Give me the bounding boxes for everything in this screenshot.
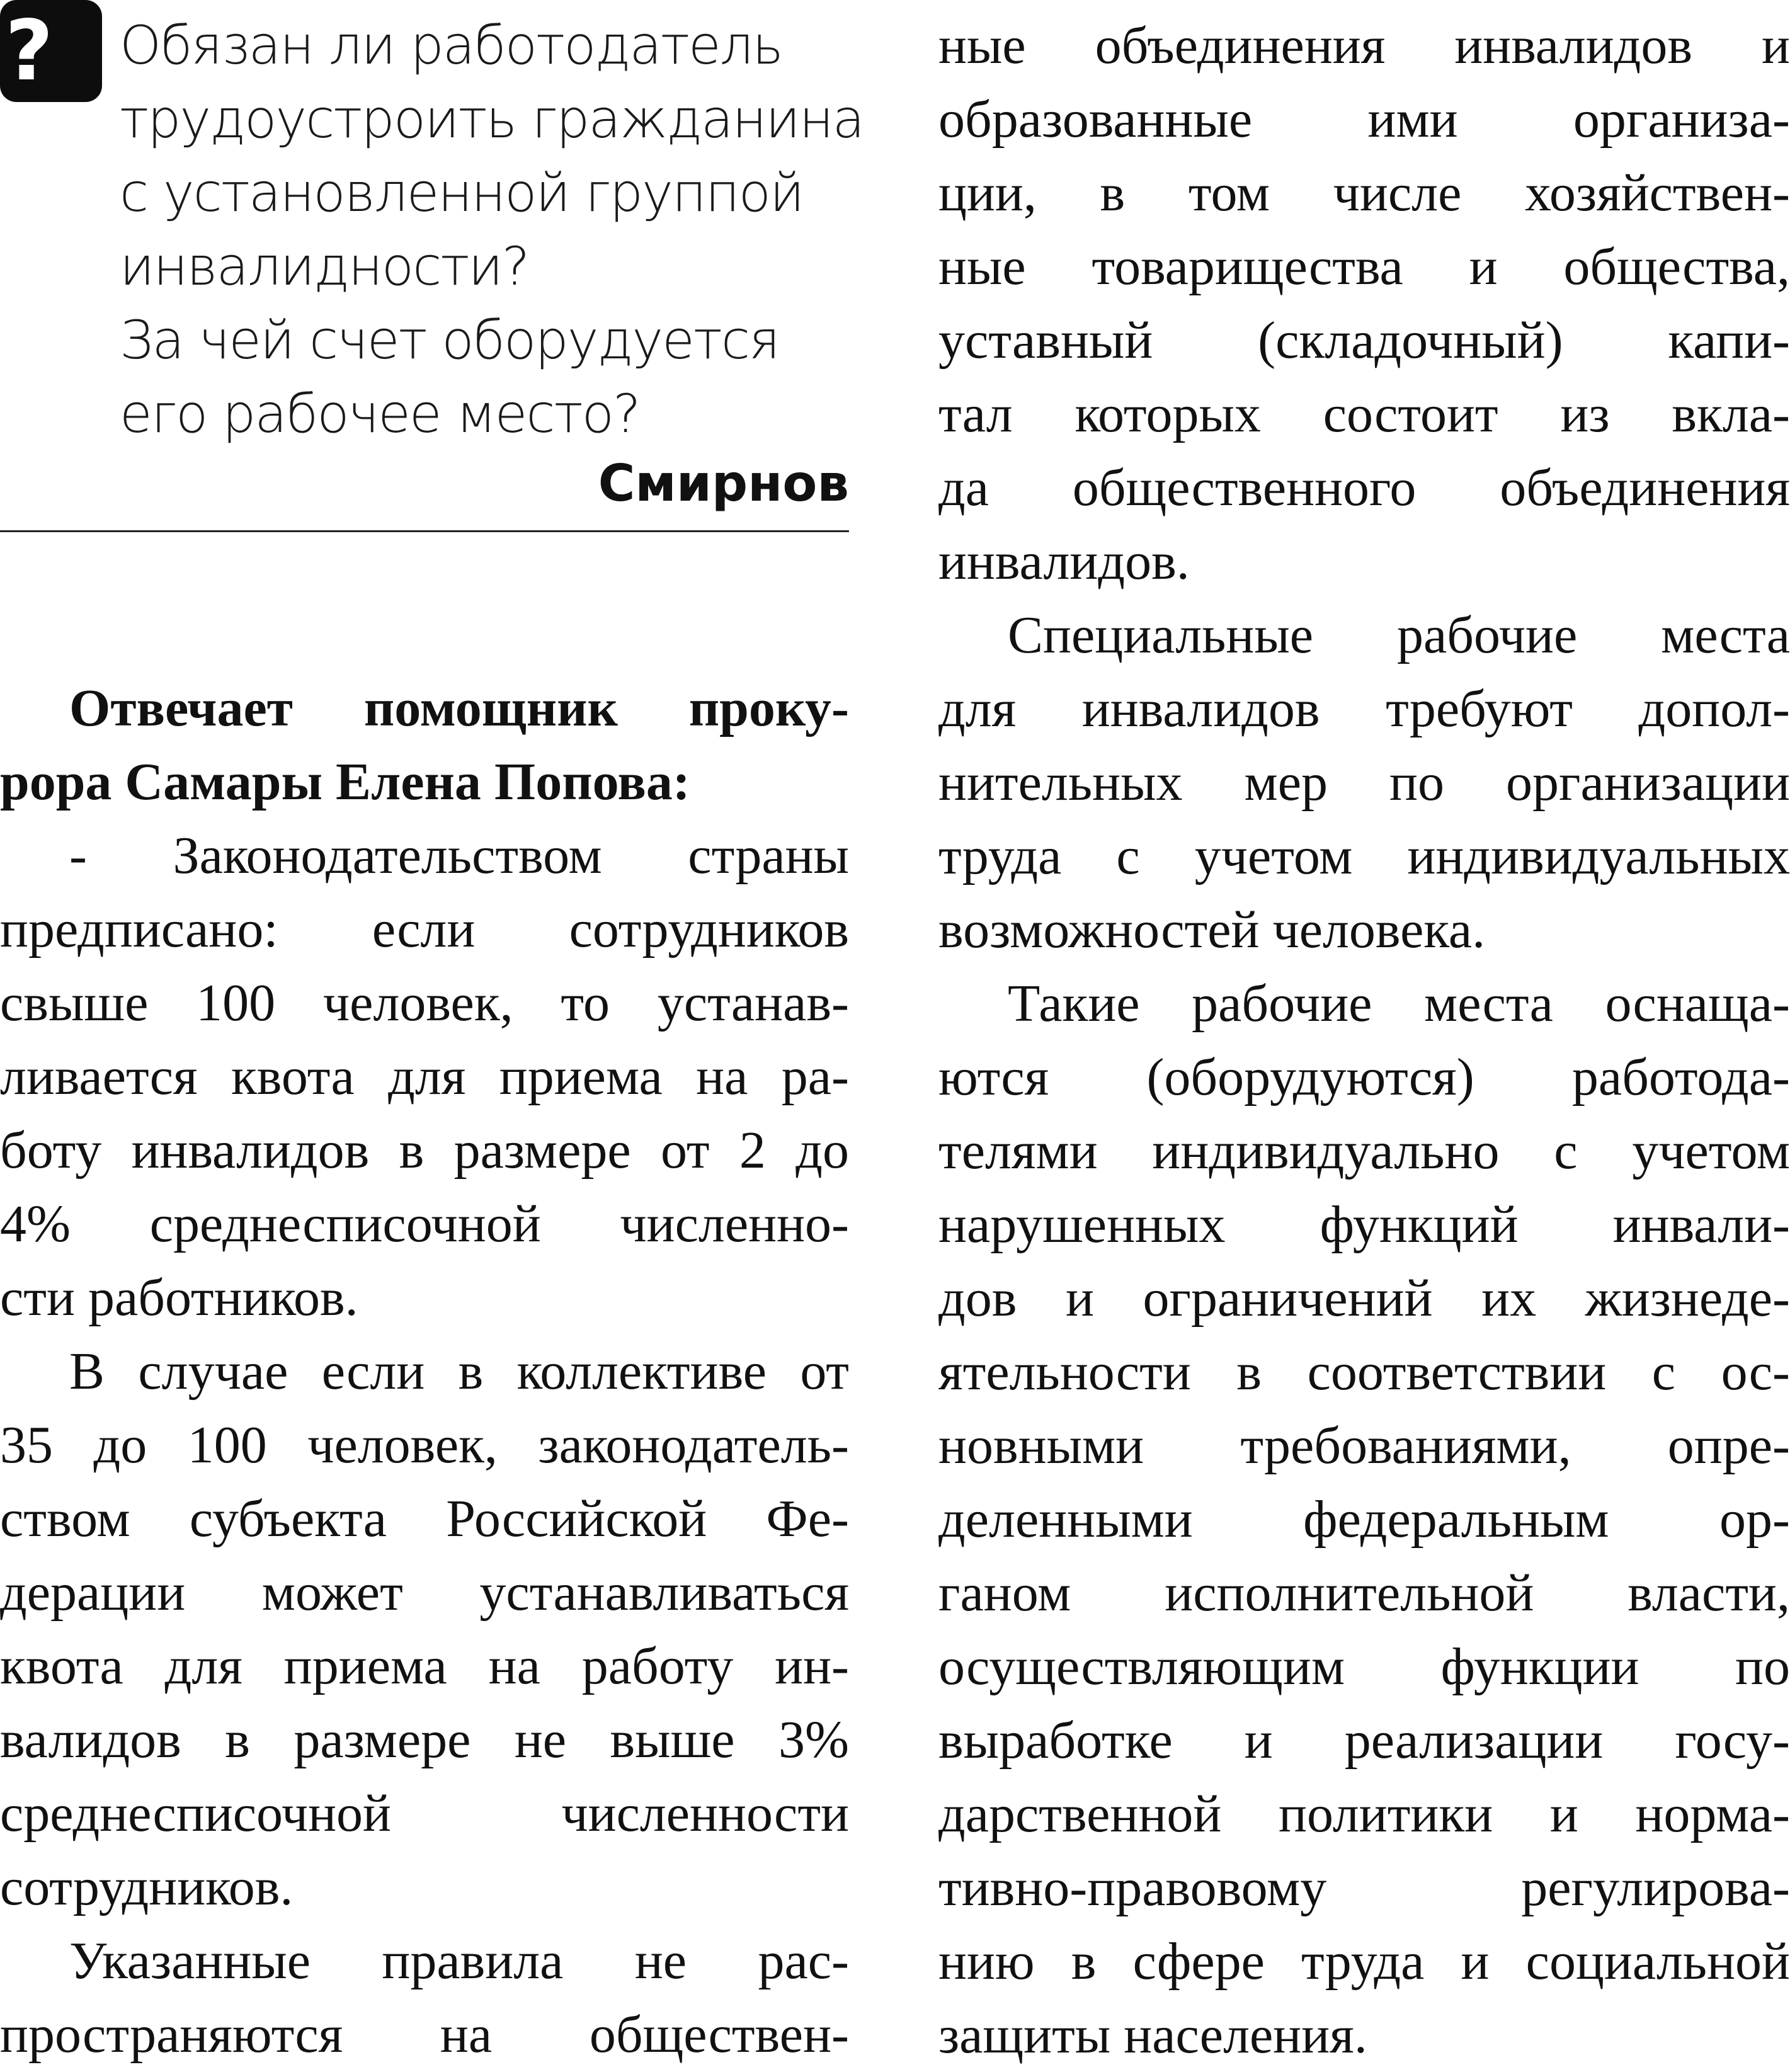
text-line: сотрудников.: [0, 1858, 294, 1916]
text-line: защиты населения.: [938, 2006, 1367, 2064]
text-line: ции, в том числе хозяйствен-: [938, 164, 1790, 222]
divider: [0, 530, 849, 532]
text-line: 35 до 100 человек, законодатель-: [0, 1416, 849, 1474]
paragraph: [938, 967, 1790, 2072]
text-line: уставный (складочный) капи-: [938, 311, 1790, 370]
text-line: Указанные правила не рас-: [69, 1932, 849, 1990]
paragraph: [0, 819, 849, 1335]
text-line: пространяются на обществен-: [0, 2005, 849, 2064]
text-line: рора Самары Елена Попова:: [0, 753, 690, 811]
text-line: дерации может устанавливаться: [0, 1563, 849, 1622]
text-line: 4% среднесписочной численно-: [0, 1195, 849, 1253]
text-line: деленными федеральным ор-: [938, 1490, 1790, 1549]
text-line: Отвечает помощник проку-: [69, 679, 849, 737]
question-line: его рабочее место?: [120, 383, 640, 445]
text-line: дарственной политики и норма-: [938, 1785, 1790, 1843]
text-line: ством субъекта Российской Фе-: [0, 1489, 849, 1548]
question-line: Обязан ли работодатель: [120, 14, 782, 76]
text-line: тивно-правовому регулирова-: [938, 1859, 1790, 1917]
text-line: выработке и реализации госу-: [938, 1711, 1790, 1770]
text-line: Специальные рабочие места: [1008, 606, 1790, 664]
text-line: валидов в размере не выше 3%: [0, 1711, 849, 1769]
text-line: сти работников.: [0, 1268, 358, 1327]
text-line: нительных мер по организации: [938, 753, 1790, 812]
text-line: дов и ограничений их жизнеде-: [938, 1269, 1790, 1328]
paragraph: [938, 598, 1790, 967]
text-line: телями индивидуально с учетом: [938, 1122, 1790, 1180]
text-line: ганом исполнительной власти,: [938, 1564, 1790, 1622]
answer-left-column: [0, 671, 849, 2071]
text-line: ные товарищества и общества,: [938, 237, 1790, 296]
text-line: нию в сфере труда и социальной: [938, 1932, 1790, 1991]
text-line: нарушенных функций инвали-: [938, 1195, 1790, 1254]
text-line: да общественного объединения: [938, 458, 1790, 517]
text-line: боту инвалидов в размере от 2 до: [0, 1121, 849, 1180]
text-line: - Законодательством страны: [69, 826, 849, 885]
text-line: Такие рабочие места оснаща-: [1008, 974, 1790, 1033]
text-line: В случае если в коллективе от: [69, 1342, 849, 1401]
question-author: Смирнов: [598, 454, 849, 513]
text-line: тал которых состоит из вкла-: [938, 385, 1790, 443]
text-line: возможностей человека.: [938, 901, 1486, 959]
text-line: свыше 100 человек, то устанав-: [0, 974, 849, 1032]
answer-right-column: [938, 9, 1790, 2072]
text-line: ятельности в соответствии с ос-: [938, 1343, 1790, 1401]
question-line: трудоустроить гражданина: [120, 88, 864, 150]
text-line: ные объединения инвалидов и: [938, 16, 1790, 75]
text-line: образованные ими организа-: [938, 90, 1790, 149]
text-line: предписано: если сотрудников: [0, 900, 849, 959]
text-line: труда с учетом индивидуальных: [938, 827, 1790, 885]
text-line: ливается квота для приема на ра-: [0, 1047, 849, 1106]
answer-lead: [0, 671, 849, 819]
reader-question: [120, 9, 864, 451]
question-line: с установленной группой: [120, 162, 804, 224]
paragraph: [0, 1335, 849, 1924]
paragraph: [938, 9, 1790, 598]
text-line: ются (оборудуются) работода-: [938, 1048, 1790, 1107]
text-line: осуществляющим функции по: [938, 1637, 1790, 1696]
text-line: среднесписочной численности: [0, 1784, 849, 1843]
question-line: За чей счет оборудуется: [120, 309, 779, 371]
question-line: инвалидности?: [120, 236, 529, 297]
text-line: для инвалидов требуют допол-: [938, 680, 1790, 738]
question-mark-icon: ?: [0, 0, 102, 102]
paragraph: [0, 1924, 849, 2071]
text-line: квота для приема на работу ин-: [0, 1637, 849, 1695]
text-line: инвалидов.: [938, 532, 1190, 591]
text-line: новными требованиями, опре-: [938, 1416, 1790, 1475]
